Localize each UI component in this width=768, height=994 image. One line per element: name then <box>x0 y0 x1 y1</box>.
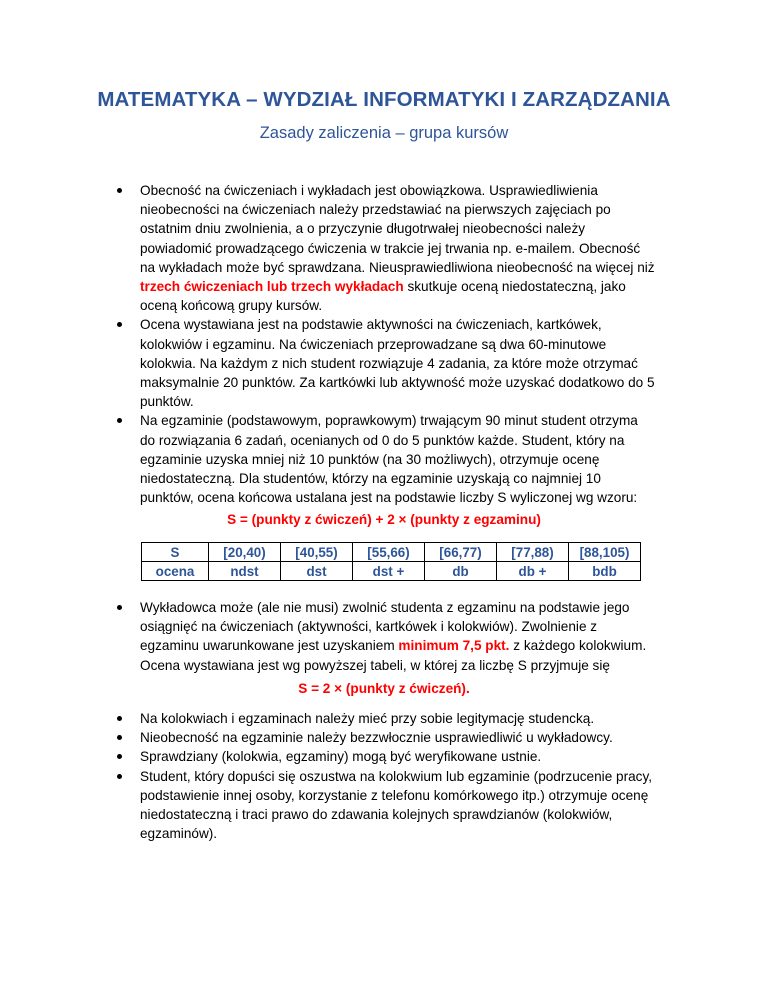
grade-table-cell: bdb <box>569 562 641 581</box>
rule-text: Nieobecność na egzaminie należy bezzwłocznie usprawiedliwić u wykładowcy. <box>140 730 613 746</box>
rule-exemption-text: Wykładowca może (ale nie musi) zwolnić studenta z egzaminu na podstawie jego osiągnięć na ćwiczeniach (aktywności, kartkówek i kolokwiów). Zwolnienie z egzaminu uwarunkowane jest uzyskaniem <box>140 600 630 654</box>
rule-attendance <box>0 181 656 315</box>
grade-table-row-s <box>142 543 641 562</box>
grade-table-cell: [40,55) <box>281 543 353 562</box>
grade-table-cell: [66,77) <box>425 543 497 562</box>
bullet-icon <box>117 754 122 759</box>
bullet-icon <box>117 774 122 779</box>
grade-table-cell: db <box>425 562 497 581</box>
grade-table-row-ocena <box>142 562 641 581</box>
rule-absence-exam <box>0 728 656 747</box>
rule-attendance-text: Obecność na ćwiczeniach i wykładach jest obowiązkowa. Usprawiedliwienia nieobecności na ćwiczeniach należy przedstawiać na pierwszych zajęciach po ostatnim dniu zwolnienia, a o przyczynie długotrwałej nieobecności należy powiadomić prowadzącego ćwiczenia w trakcie jej trwania np. e-mailem. Obecność na wykładach może być sprawdzana. Nieusprawiedliwiona nieobecność na więcej niż <box>140 183 655 275</box>
rule-student-id <box>0 709 656 728</box>
bullet-icon <box>117 716 122 721</box>
grade-table-cell: dst <box>281 562 353 581</box>
rule-text: Student, który dopuści się oszustwa na kolokwium lub egzaminie (podrzucenie pracy, podstawienie innej osoby, korzystanie z telefonu komórkowego itp.) otrzymuje ocenę niedostateczną i traci prawo do zdawania kolejnych sprawdzianów (kolokwiów, egzaminów). <box>140 768 653 842</box>
rule-attendance-text-end: skutkuje oceną niedostateczną, jako oceną końcową grupy kursów. <box>140 279 626 314</box>
grade-table-cell: S <box>142 543 209 562</box>
bullet-icon <box>117 322 122 327</box>
grade-table-cell: db + <box>497 562 569 581</box>
page-subtitle: Zasady zaliczenia – grupa kursów <box>259 124 509 142</box>
grade-table-cell: dst + <box>353 562 425 581</box>
rule-grading-text: Ocena wystawiana jest na podstawie aktywności na ćwiczeniach, kartkówek, kolokwiów i egzaminu. Na ćwiczeniach przeprowadzane są dwa 60-minutowe kolokwia. Na każdym z nich student rozwiązuje 4 zadania, za które może otrzymać maksymalnie 20 punktów. Za kartkówki lub aktywność może uzyskać dodatkowo do 5 punktów. <box>140 317 655 410</box>
rule-exemption-text-end: z każdego kolokwium. Ocena wystawiana jest wg powyższej tabeli, w której za liczbę S przyjmuje się <box>140 638 647 673</box>
grade-table-cell: [77,88) <box>497 543 569 562</box>
rules-list-3 <box>0 709 768 843</box>
page-title: MATEMATYKA – WYDZIAŁ INFORMATYKI I ZARZĄDZANIA <box>97 88 671 111</box>
grade-table-cell: ocena <box>142 562 209 581</box>
bullet-icon <box>117 418 122 423</box>
rule-text: Sprawdziany (kolokwia, egzaminy) mogą być weryfikowane ustnie. <box>140 749 542 765</box>
rule-oral-verification <box>0 747 656 766</box>
rule-cheating <box>0 767 656 844</box>
rule-exemption-highlight: minimum 7,5 pkt. <box>398 638 510 654</box>
rules-list-1 <box>0 181 768 507</box>
formula-exemption: S = 2 × (punkty z ćwiczeń). <box>298 681 470 696</box>
grade-table-cell: [88,105) <box>569 543 641 562</box>
formula-exam: S = (punkty z ćwiczeń) + 2 × (punkty z egzaminu) <box>227 512 541 527</box>
bullet-icon <box>117 188 122 193</box>
rule-grading <box>0 315 656 411</box>
rule-text: Na kolokwiach i egzaminach należy mieć przy sobie legitymację studencką. <box>140 711 595 726</box>
bullet-icon <box>117 605 122 610</box>
rule-exemption <box>0 598 656 675</box>
rule-exam-text: Na egzaminie (podstawowym, poprawkowym) trwającym 90 minut student otrzyma do rozwiązania 6 zadań, ocenianych od 0 do 5 punktów każde. Student, który na egzaminie uzyska mniej niż 10 punktów (na 30 możliwych), otrzymuje ocenę niedostateczną. Dla studentów, którzy na egzaminie uzyskają co najmniej 10 punktów, ocena końcowa ustalana jest na podstawie liczby S wyliczonej wg wzoru: <box>140 413 638 506</box>
grade-table-cell: [20,40) <box>209 543 281 562</box>
rules-list-2 <box>0 598 768 675</box>
grade-table <box>141 542 641 581</box>
bullet-icon <box>117 735 122 740</box>
grade-table-cell: ndst <box>209 562 281 581</box>
rule-attendance-highlight: trzech ćwiczeniach lub trzech wykładach <box>140 279 404 295</box>
rule-exam <box>0 411 656 507</box>
grade-table-cell: [55,66) <box>353 543 425 562</box>
